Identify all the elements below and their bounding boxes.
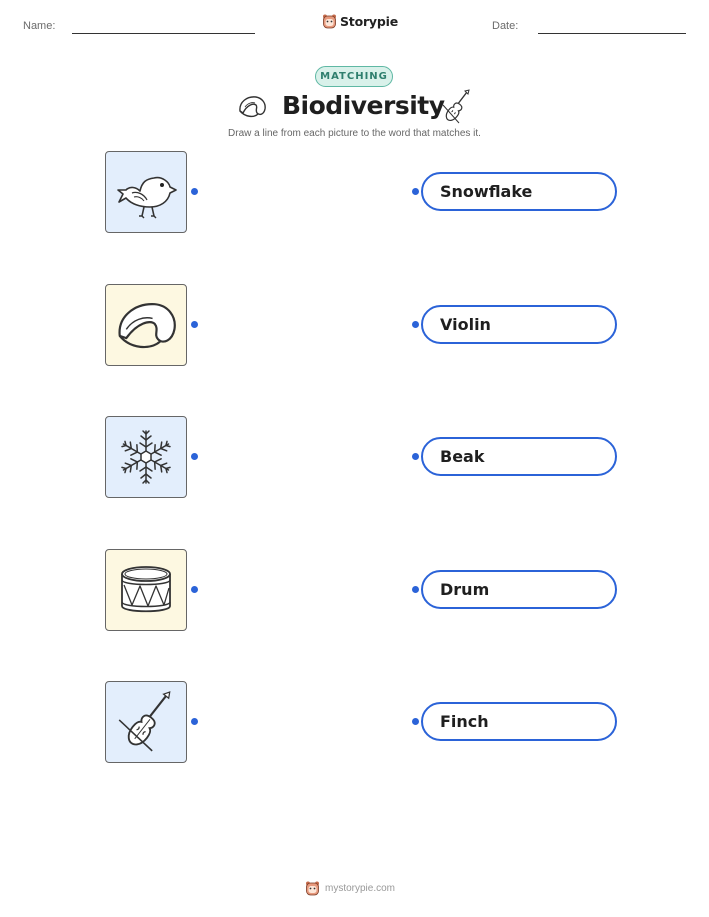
- word-dot[interactable]: [412, 453, 419, 460]
- picture-card-beak: [105, 284, 187, 366]
- page-title: Biodiversity: [282, 91, 445, 120]
- word-dot[interactable]: [412, 718, 419, 725]
- date-line[interactable]: [538, 33, 686, 34]
- title-row: [230, 88, 480, 128]
- instructions: Draw a line from each picture to the word that matches it.: [228, 128, 481, 139]
- finch-icon: [114, 160, 178, 224]
- brand-name: Storypie: [340, 13, 398, 29]
- word-card: Snowflake: [421, 172, 617, 211]
- picture-dot[interactable]: [191, 321, 198, 328]
- word-card: Beak: [421, 437, 617, 476]
- snowflake-icon: [116, 427, 176, 487]
- word-dot[interactable]: [412, 321, 419, 328]
- beak-icon: [236, 93, 268, 121]
- footer-site[interactable]: mystorypie.com: [325, 882, 396, 894]
- picture-dot[interactable]: [191, 586, 198, 593]
- storypie-mascot-icon: [305, 880, 320, 896]
- name-label: Name:: [23, 20, 56, 32]
- footer: [305, 880, 395, 896]
- word-card: Violin: [421, 305, 617, 344]
- word-card: Drum: [421, 570, 617, 609]
- violin-icon: [113, 689, 179, 755]
- picture-card-violin: [105, 681, 187, 763]
- date-label: Date:: [492, 20, 519, 32]
- picture-dot[interactable]: [191, 188, 198, 195]
- matching-badge: MATCHING: [315, 66, 393, 87]
- brand-logo: [322, 13, 398, 29]
- word-dot[interactable]: [412, 188, 419, 195]
- violin-icon: [441, 89, 471, 125]
- picture-card-finch: [105, 151, 187, 233]
- picture-card-snowflake: [105, 416, 187, 498]
- word-dot[interactable]: [412, 586, 419, 593]
- word-card: Finch: [421, 702, 617, 741]
- drum-icon: [114, 558, 178, 622]
- storypie-mascot-icon: [322, 13, 337, 29]
- beak-icon: [111, 290, 181, 360]
- name-line[interactable]: [72, 33, 255, 34]
- picture-card-drum: [105, 549, 187, 631]
- picture-dot[interactable]: [191, 453, 198, 460]
- picture-dot[interactable]: [191, 718, 198, 725]
